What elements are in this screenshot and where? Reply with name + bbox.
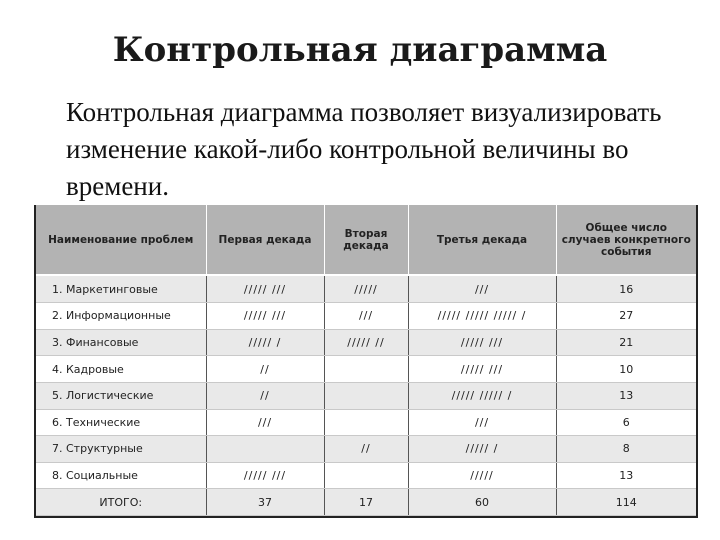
first-decade-tally: // <box>206 382 324 409</box>
second-decade-tally <box>324 356 408 383</box>
total-count: 13 <box>556 382 696 409</box>
first-decade-tally: // <box>206 356 324 383</box>
second-decade-tally: /// <box>324 303 408 330</box>
table-row <box>36 462 696 489</box>
problem-name: 7. Структурные <box>36 436 206 463</box>
table-row <box>36 436 696 463</box>
header-second-decade: Вторая декада <box>324 205 408 275</box>
third-decade-total: 60 <box>408 489 556 516</box>
third-decade-tally: ///// <box>408 462 556 489</box>
first-decade-tally: ///// /// <box>206 462 324 489</box>
total-count: 13 <box>556 462 696 489</box>
table-row <box>36 382 696 409</box>
third-decade-tally: ///// ///// ///// / <box>408 303 556 330</box>
total-count: 10 <box>556 356 696 383</box>
total-count: 16 <box>556 275 696 303</box>
header-problem-name: Наименование проблем <box>36 205 206 275</box>
totals-label: ИТОГО: <box>36 489 206 516</box>
total-count: 27 <box>556 303 696 330</box>
first-decade-tally: ///// /// <box>206 303 324 330</box>
slide-title: Контрольная диаграмма <box>112 30 608 70</box>
total-count: 8 <box>556 436 696 463</box>
third-decade-tally: ///// ///// / <box>408 382 556 409</box>
table-row <box>36 303 696 330</box>
second-decade-total: 17 <box>324 489 408 516</box>
header-third-decade: Третья декада <box>408 205 556 275</box>
first-decade-tally: ///// / <box>206 329 324 356</box>
control-chart-table <box>34 205 698 518</box>
second-decade-tally <box>324 409 408 436</box>
second-decade-tally <box>324 382 408 409</box>
first-decade-tally: ///// /// <box>206 275 324 303</box>
totals-row <box>36 489 696 516</box>
table-row <box>36 329 696 356</box>
second-decade-tally: // <box>324 436 408 463</box>
first-decade-total: 37 <box>206 489 324 516</box>
problem-name: 8. Социальные <box>36 462 206 489</box>
problem-name: 2. Информационные <box>36 303 206 330</box>
total-count: 21 <box>556 329 696 356</box>
third-decade-tally: /// <box>408 275 556 303</box>
second-decade-tally <box>324 462 408 489</box>
table-row <box>36 275 696 303</box>
first-decade-tally: /// <box>206 409 324 436</box>
second-decade-tally: ///// // <box>324 329 408 356</box>
header-total-cases: Общее число случаев конкретного события <box>556 205 696 275</box>
slide-subtitle: Контрольная диаграмма позволяет визуализировать изменение какой-либо контрольной величины во времени. <box>66 97 662 201</box>
problem-name: 4. Кадровые <box>36 356 206 383</box>
grand-total: 114 <box>556 489 696 516</box>
problem-name: 1. Маркетинговые <box>36 275 206 303</box>
first-decade-tally <box>206 436 324 463</box>
total-count: 6 <box>556 409 696 436</box>
problem-name: 3. Финансовые <box>36 329 206 356</box>
problem-name: 6. Технические <box>36 409 206 436</box>
problem-name: 5. Логистические <box>36 382 206 409</box>
third-decade-tally: ///// /// <box>408 356 556 383</box>
third-decade-tally: ///// / <box>408 436 556 463</box>
table-header-row <box>36 205 696 275</box>
table-row <box>36 356 696 383</box>
second-decade-tally: ///// <box>324 275 408 303</box>
third-decade-tally: ///// /// <box>408 329 556 356</box>
table-row <box>36 409 696 436</box>
header-first-decade: Первая декада <box>206 205 324 275</box>
third-decade-tally: /// <box>408 409 556 436</box>
